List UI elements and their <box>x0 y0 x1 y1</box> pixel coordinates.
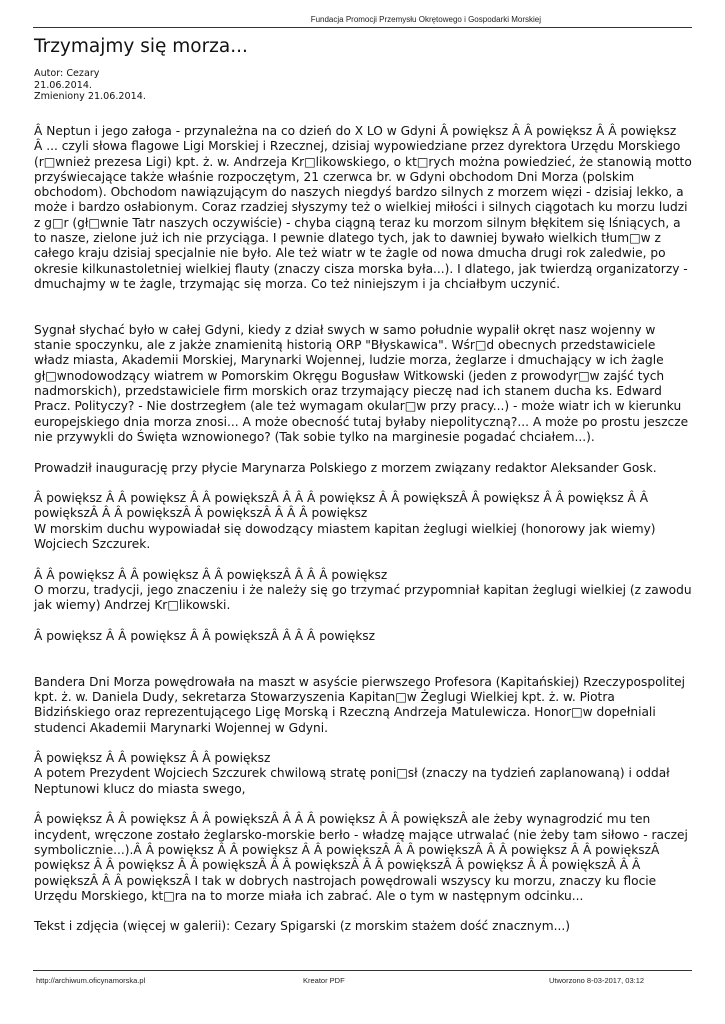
header-organization: Fundacja Promocji Przemysłu Okrętowego i Gospodarki Morskiej <box>310 15 541 24</box>
paragraph-intro: Â Neptun i jego załoga - przynależna na co dzień do X LO w Gdyni Â powiększ Â Â powiększ Â Â powiększ Â ... czyli słowa flagowe Ligi Morskiej i Rzecznej, dzisiaj wypowiedziane przez dyrektora Urzędu Morskiego (r□wnież prezesa Ligi) kpt. ż. w. Andrzeja Kr□likowskiego, o kt□rych można powiedzieć, że stanowią motto przyświecające także właśnie rozpoczętym, 21 czerwca br. w Gdyni obchodom Dni Morza (polskim obchodom). Obchodom nawiązującym do naszych niegdyś bardzo silnych z morzem więzi - dzisiaj lekko, a może i bardzo osłabionym. Coraz rzadziej słyszymy też o wielkiej miłości i silnych ciągotach ku morzu ludzi z g□r (gł□wnie Tatr naszych oczywiście) - chyba ciągną teraz ku morzom silnym błękitem się lśniących, a to nasze, zielone już ich nie przyciąga. I pewnie dlatego tych, jak to dawniej bywało wielkich tłum□w z całego kraju dzisiaj specjalnie nie było. Ale też wiatr w te żagle od nowa dmucha drugi rok zaledwie, po okresie kilkunastoletniej wielkiej flauty (znaczy cisza morska była...). I dlatego, jak twierdzą organizatorzy - dmuchajmy w te żagle, trzymając się morza. Co też niniejszym i ja chciałbym uczynić. <box>34 124 692 291</box>
paragraph-key: Â powiększ Â Â powiększ Â Â powiększ A potem Prezydent Wojciech Szczurek chwilową stratę poni□sł (znaczy na tydzień zaplanowaną) i oddał Neptunowi klucz do miasta swego, <box>34 751 670 796</box>
paragraph-gallery-links: Â powiększ Â Â powiększ Â Â powiększÂ Â Â Â powiększ <box>34 628 376 643</box>
footer-divider <box>33 970 692 971</box>
paragraph-krolikowski: Â Â powiększ Â Â powiększ Â Â powiększÂ Â Â Â powiększ O morzu, tradycji, jego znaczeniu i że należy się go trzymać przypomniał kapitan żeglugi wielkiej (z zawodu jak wiemy) Andrzej Kr□likowski. <box>34 567 692 613</box>
header-divider <box>33 27 692 28</box>
publish-date: 21.06.2014. <box>34 79 92 91</box>
footer-generator: Kreator PDF <box>303 976 345 985</box>
author-line: Autor: Cezary <box>34 68 100 79</box>
paragraph-inauguration: Prowadził inaugurację przy płycie Marynarza Polskiego z morzem związany redaktor Aleksander Gosk. <box>34 460 657 475</box>
modified-date: Zmieniony 21.06.2014. <box>34 91 146 102</box>
paragraph-credits: Tekst i zdjęcia (więcej w galerii): Cezary Spigarski (z morskim stażem dość znacznym...) <box>34 919 570 934</box>
paragraph-signal: Sygnał słychać było w całej Gdyni, kiedy z dział swych w samo południe wypalił okręt nasz wojenny w stanie spoczynku, ale z jakże znamienitą historią ORP "Błyskawica". Wśr□d obecnych przedstawiciele władz miasta, Akademii Morskiej, Marynarki Wojennej, ludzie morza, żeglarze i dmuchający w ich żagle gł□wnodowodzący wiatrem w Pomorskim Okręgu Bogusław Witkowski (jeden z prowodyr□w zajść tych nadmorskich), przedstawiciele firm morskich oraz trzymający pieczę nad ich stanem ducha ks. Edward Pracz. Polityczy? - Nie dostrzegłem (ale też wymagam okular□w przy pracy...) - może wiatr ich w kierunku europejskiego dnia morza znosi... A może obecność tutaj byłaby niepolityczną?... A może po prostu jeszcze nie przywykli do Święta wznowionego? (Tak sobie tylko na marginesie pogadać chciałem...). <box>34 322 689 444</box>
footer-created: Utworzono 8-03-2017, 03:12 <box>549 976 645 985</box>
paragraph-scepter: Â powiększ Â Â powiększ Â Â powiększÂ Â Â Â powiększ Â Â powiększÂ ale żeby wynagrodzić mu ten incydent, wręczone zostało żeglarsko-morskie berło - władzę mające utrwalać (nie żeby tam siłowo - raczej symbolicznie...).Â Â powiększ Â Â powiększ Â Â powiększÂ Â Â powiększÂ Â Â powiększ Â Â powiększÂ powiększ Â Â powiększ Â Â powiększÂ Â Â powiększÂ Â Â powiększÂ Â powiększ Â Â powiększÂ Â Â powiększÂ Â Â powiększÂ I tak w dobrych nastrojach powędrowali wszyscy ku morzu, znaczy ku flocie Urzędu Morskiego, kt□ra na to morze miała ich zabrać. Ale o tym w następnym odcinku... <box>34 812 688 903</box>
paragraph-flag: Bandera Dni Morza powędrowała na maszt w asyście pierwszego Profesora (Kapitańskiej) Rzeczypospolitej kpt. ż. w. Daniela Dudy, sekretarza Stowarzyszenia Kapitan□w Żeglugi Wielkiej kpt. ż. w. Piotra Bidzińskiego oraz reprezentującego Ligę Morską i Rzeczną Andrzeja Matulewicza. Honor□w dopełniali studenci Akademii Marynarki Wojennej w Gdyni. <box>34 674 685 735</box>
article-title: Trzymajmy się morza... <box>34 36 248 57</box>
paragraph-szczurek: Â powiększ Â Â powiększ Â Â powiększÂ Â Â Â powiększ Â Â powiększÂ Â powiększ Â Â powiększ Â Â powiększÂ Â Â powiększÂ Â powiększÂ Â Â Â powiększ W morskim duchu wypowiadał się dowodzący miastem kapitan żeglugi wielkiej (honorowy jak wiemy) Wojciech Szczurek. <box>34 491 656 552</box>
article-body <box>34 124 694 935</box>
footer-url: http://archiwum.oficynamorska.pl <box>36 976 146 985</box>
article-meta <box>34 68 146 103</box>
